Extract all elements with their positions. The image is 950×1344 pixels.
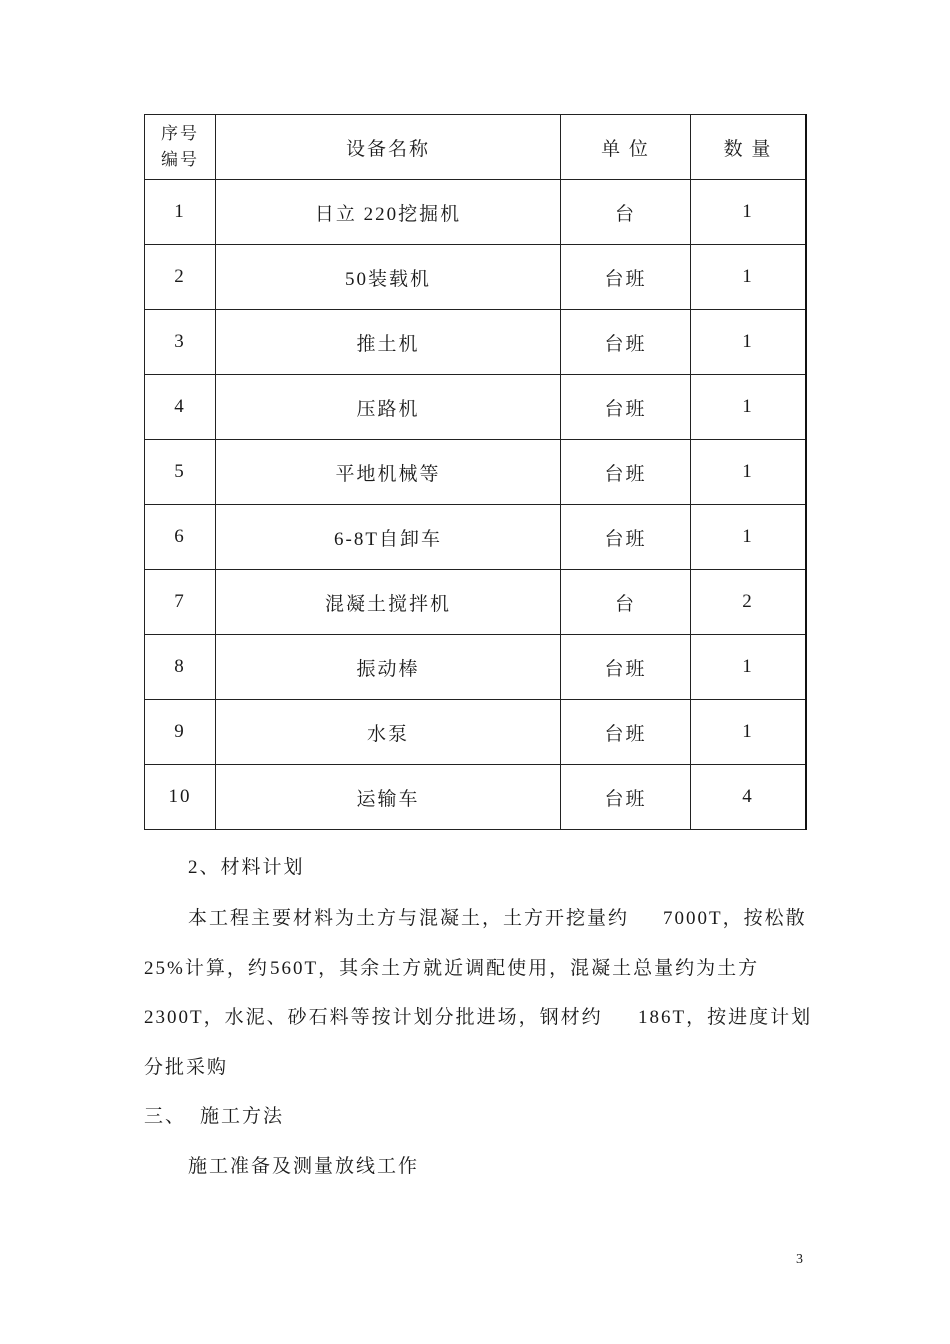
row-qty: 1 bbox=[691, 375, 807, 440]
row-qty: 4 bbox=[691, 765, 807, 830]
row-name: 水泵 bbox=[216, 700, 561, 765]
row-unit: 台班 bbox=[561, 440, 691, 505]
row-no: 9 bbox=[145, 700, 216, 765]
header-qty: 数 量 bbox=[691, 115, 807, 180]
table-row bbox=[145, 765, 807, 830]
table-row bbox=[145, 700, 807, 765]
row-no: 8 bbox=[145, 635, 216, 700]
row-no: 4 bbox=[145, 375, 216, 440]
paragraph-line-4: 分批采购 bbox=[144, 1057, 229, 1078]
row-name: 运输车 bbox=[216, 765, 561, 830]
row-unit: 台班 bbox=[561, 700, 691, 765]
paragraph-line-2b: 560T，其余土方就近调配使用，混凝土总量约为土方 bbox=[270, 958, 760, 979]
row-qty: 1 bbox=[691, 440, 807, 505]
paragraph-line-5: 施工准备及测量放线工作 bbox=[188, 1156, 420, 1177]
header-no: 序号 编号 bbox=[145, 115, 216, 180]
row-unit: 台班 bbox=[561, 375, 691, 440]
section-heading-materials: 2、材料计划 bbox=[188, 857, 305, 878]
row-unit: 台 bbox=[561, 180, 691, 245]
row-name: 振动棒 bbox=[216, 635, 561, 700]
row-no: 10 bbox=[145, 765, 216, 830]
row-name: 50装载机 bbox=[216, 245, 561, 310]
row-name: 混凝土搅拌机 bbox=[216, 570, 561, 635]
header-name: 设备名称 bbox=[216, 115, 561, 180]
paragraph-line-3b: 186T，按进度计划 bbox=[638, 1007, 813, 1028]
table-row bbox=[145, 180, 807, 245]
paragraph-line-3a: 2300T，水泥、砂石料等按计划分批进场，钢材约 bbox=[144, 1007, 603, 1028]
row-unit: 台 bbox=[561, 570, 691, 635]
page-number: 3 bbox=[796, 1252, 803, 1267]
row-no: 1 bbox=[145, 180, 216, 245]
table-header-row bbox=[145, 115, 807, 180]
table-row bbox=[145, 310, 807, 375]
table-row bbox=[145, 570, 807, 635]
row-qty: 1 bbox=[691, 505, 807, 570]
paragraph-line-1b: 7000T，按松散 bbox=[663, 908, 807, 929]
row-no: 7 bbox=[145, 570, 216, 635]
row-no: 3 bbox=[145, 310, 216, 375]
row-no: 6 bbox=[145, 505, 216, 570]
table-row bbox=[145, 505, 807, 570]
row-name: 推土机 bbox=[216, 310, 561, 375]
row-qty: 1 bbox=[691, 635, 807, 700]
row-name: 日立 220挖掘机 bbox=[216, 180, 561, 245]
row-qty: 1 bbox=[691, 310, 807, 375]
row-unit: 台班 bbox=[561, 245, 691, 310]
table-row bbox=[145, 375, 807, 440]
row-qty: 1 bbox=[691, 700, 807, 765]
header-unit: 单 位 bbox=[561, 115, 691, 180]
row-no: 2 bbox=[145, 245, 216, 310]
section-heading-methods: 施工方法 bbox=[200, 1106, 285, 1127]
row-no: 5 bbox=[145, 440, 216, 505]
row-unit: 台班 bbox=[561, 635, 691, 700]
equipment-table bbox=[144, 114, 807, 830]
row-unit: 台班 bbox=[561, 310, 691, 375]
row-qty: 1 bbox=[691, 180, 807, 245]
paragraph-line-2a: 25%计算，约 bbox=[144, 958, 269, 979]
row-name: 6-8T自卸车 bbox=[216, 505, 561, 570]
row-qty: 2 bbox=[691, 570, 807, 635]
row-unit: 台班 bbox=[561, 505, 691, 570]
table-row bbox=[145, 245, 807, 310]
table-row bbox=[145, 635, 807, 700]
row-unit: 台班 bbox=[561, 765, 691, 830]
row-qty: 1 bbox=[691, 245, 807, 310]
table-row bbox=[145, 440, 807, 505]
paragraph-line-1a: 本工程主要材料为土方与混凝土，土方开挖量约 bbox=[188, 908, 630, 929]
section-number-3: 三、 bbox=[144, 1106, 187, 1127]
row-name: 压路机 bbox=[216, 375, 561, 440]
row-name: 平地机械等 bbox=[216, 440, 561, 505]
